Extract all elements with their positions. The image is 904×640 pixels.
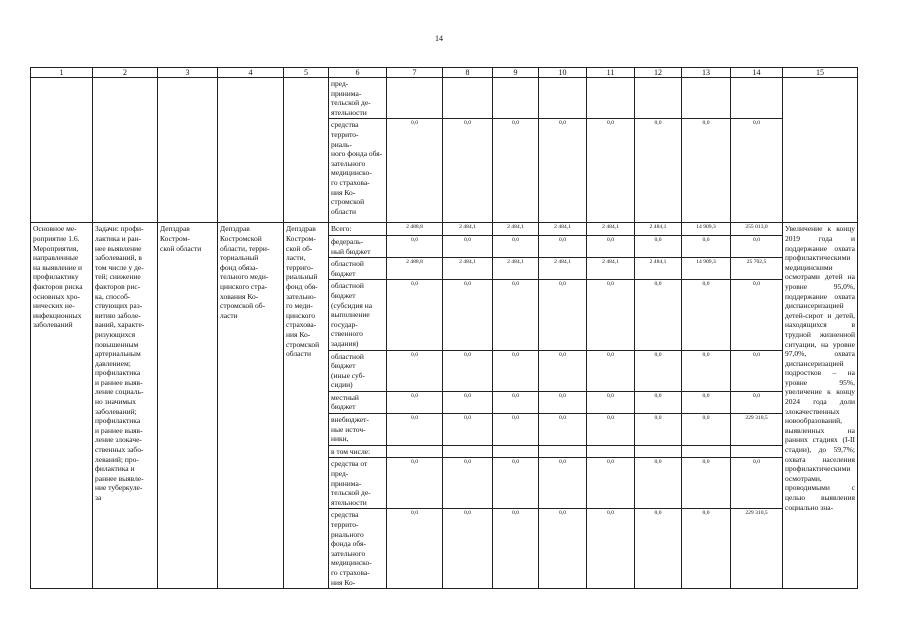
- value-cell: 0,0: [635, 280, 682, 350]
- value-cell: 0,0: [587, 280, 635, 350]
- value-cell: 0,0: [682, 119, 731, 223]
- value-cell: 0,0: [387, 235, 443, 257]
- value-cell: 14 909,3: [682, 258, 731, 280]
- value-cell: 0,0: [635, 458, 682, 509]
- value-cell: 0,0: [731, 280, 783, 350]
- value-cell: 0,0: [387, 458, 443, 509]
- value-cell: 0,0: [539, 350, 587, 391]
- value-cell: 0,0: [493, 458, 539, 509]
- value-cell: 0,0: [493, 350, 539, 391]
- value-cell: 0,0: [635, 391, 682, 413]
- table-row: [31, 223, 858, 236]
- value-cell: 0,0: [387, 414, 443, 446]
- column-number: 9: [493, 68, 539, 78]
- value-cell: 0,0: [539, 509, 587, 589]
- value-cell: 0,0: [587, 119, 635, 223]
- value-cell: 0,0: [635, 119, 682, 223]
- value-cell: 0,0: [682, 280, 731, 350]
- column-number: 11: [587, 68, 635, 78]
- value-cell: 0,0: [539, 391, 587, 413]
- value-cell: 0,0: [387, 509, 443, 589]
- value-cell: 0,0: [587, 458, 635, 509]
- value-cell: [635, 78, 682, 119]
- value-cell: 0,0: [587, 391, 635, 413]
- column-number-row: [31, 68, 858, 78]
- value-cell: 0,0: [635, 350, 682, 391]
- empty-cell: [93, 78, 158, 223]
- value-cell: [387, 78, 443, 119]
- value-cell: 0,0: [635, 509, 682, 589]
- page-number: 14: [435, 34, 443, 43]
- column-number: 1: [31, 68, 93, 78]
- funding-source-label: федераль- ный бюджет: [329, 235, 387, 257]
- value-cell: 2 484,1: [539, 258, 587, 280]
- value-cell: 0,0: [682, 509, 731, 589]
- value-cell: 0,0: [539, 458, 587, 509]
- responsible-executor: Депздрав Костром- ской области: [158, 223, 218, 589]
- value-cell: 2 484,1: [443, 258, 493, 280]
- value-cell: [731, 78, 783, 119]
- column-number: 14: [731, 68, 783, 78]
- value-cell: 0,0: [493, 280, 539, 350]
- value-cell: 229 310,5: [731, 509, 783, 589]
- value-cell: 0,0: [682, 350, 731, 391]
- empty-cell: [284, 78, 329, 223]
- value-cell: [731, 445, 783, 458]
- value-cell: 2 484,1: [443, 223, 493, 236]
- value-cell: 255 013,0: [731, 223, 783, 236]
- value-cell: 0,0: [587, 235, 635, 257]
- value-cell: 2 484,1: [493, 258, 539, 280]
- co-executors: Депздрав Костромской области, терри- ториальный фонд обяза- тельного меди- цинского стра- хования Ко- стромской об- ласти: [218, 223, 284, 589]
- value-cell: 0,0: [587, 414, 635, 446]
- funding-source-label: пред- принима- тельской де- ятельности: [329, 78, 387, 119]
- expected-result: Увеличение к концу 2019 года и поддержание охвата профилактическими медицинскими осмотрами детей на уровне 95,0%, поддержание охвата диспансеризацией детей-сирот и детей, находящихся в трудной жизненной ситуации, на уровне 97,0%, охвата диспансеризацией подростков – на уровне 95%, увеличение к концу 2024 года доли злокачественных новообразований, выявленных на ранних стадиях (I-II стадии), до 59,7%; охвата населения профилактическими осмотрами, проводимыми с целью выявления социально зна-: [783, 223, 858, 589]
- value-cell: 229 310,5: [731, 414, 783, 446]
- column-number: 8: [443, 68, 493, 78]
- value-cell: [493, 445, 539, 458]
- value-cell: 2 484,1: [493, 223, 539, 236]
- value-cell: 0,0: [443, 235, 493, 257]
- funding-source-label: областной бюджет: [329, 258, 387, 280]
- funding-source-label: внебюджет- ные источ- ники,: [329, 414, 387, 446]
- funding-source-label: средства от пред- принима- тельской де- ятельности: [329, 458, 387, 509]
- value-cell: 0,0: [682, 391, 731, 413]
- value-cell: 2 484,1: [539, 223, 587, 236]
- column-number: 7: [387, 68, 443, 78]
- participants: Депздрав Костром- ской об- ласти, терриго- риальный фонд обя- зательно- го меди- цинского страхова- ния Ко- стромской области: [284, 223, 329, 589]
- funding-source-label: местный бюджет: [329, 391, 387, 413]
- value-cell: [682, 78, 731, 119]
- funding-source-label: областной бюджет (субсидия на выполнение государ- ственного задания): [329, 280, 387, 350]
- value-cell: 0,0: [682, 235, 731, 257]
- value-cell: [635, 445, 682, 458]
- funding-source-label: средства террито- риаль- ного фонда обя- зательного медицинско- го страхова- ния Ко- стромской области: [329, 119, 387, 223]
- value-cell: [493, 78, 539, 119]
- value-cell: 0,0: [387, 350, 443, 391]
- empty-cell: [783, 78, 858, 223]
- value-cell: 0,0: [587, 350, 635, 391]
- value-cell: 0,0: [731, 235, 783, 257]
- value-cell: 0,0: [493, 391, 539, 413]
- value-cell: [587, 78, 635, 119]
- value-cell: 0,0: [539, 280, 587, 350]
- value-cell: 0,0: [443, 458, 493, 509]
- value-cell: 0,0: [731, 391, 783, 413]
- empty-cell: [158, 78, 218, 223]
- column-number: 6: [329, 68, 387, 78]
- value-cell: 2 484,1: [635, 223, 682, 236]
- value-cell: 0,0: [731, 458, 783, 509]
- value-cell: 0,0: [493, 509, 539, 589]
- value-cell: 0,0: [635, 414, 682, 446]
- value-cell: 0,0: [731, 350, 783, 391]
- value-cell: 14 909,3: [682, 223, 731, 236]
- funding-source-label: областной бюджет (иные суб- сидии): [329, 350, 387, 391]
- value-cell: 0,0: [682, 458, 731, 509]
- column-number: 5: [284, 68, 329, 78]
- value-cell: [443, 445, 493, 458]
- measure-name: Основное ме- роприятие 1.6. Мероприятия, направленные на выявление и профилактику факторов риска основных хро- нических не- инфекционных заболеваний: [31, 223, 93, 589]
- value-cell: [587, 445, 635, 458]
- measure-tasks: Задачи: профи- лактика и ран- нее выявление заболеваний, в том числе у де- тей; снижение факторов рис- ка, способ- ствующих раз- витию заболе- ваний, характе- ризующихся повышенным артериальным давлением; профилактика и раннее выяв- ление социаль- но значимых заболеваний; профилактика и раннее выяв- ление злокаче- ственных забо- леваний; про- филактика и раннее выявле- ние туберкуле- за: [93, 223, 158, 589]
- column-number: 4: [218, 68, 284, 78]
- value-cell: [539, 78, 587, 119]
- value-cell: 0,0: [387, 280, 443, 350]
- value-cell: 0,0: [443, 350, 493, 391]
- value-cell: 0,0: [387, 119, 443, 223]
- value-cell: 2 488,8: [387, 223, 443, 236]
- value-cell: [443, 78, 493, 119]
- value-cell: 0,0: [443, 391, 493, 413]
- column-number: 13: [682, 68, 731, 78]
- program-table: [30, 67, 858, 589]
- value-cell: 0,0: [493, 235, 539, 257]
- value-cell: 0,0: [443, 414, 493, 446]
- value-cell: 2 484,1: [587, 223, 635, 236]
- value-cell: 0,0: [731, 119, 783, 223]
- value-cell: 2 488,8: [387, 258, 443, 280]
- column-number: 10: [539, 68, 587, 78]
- column-number: 15: [783, 68, 858, 78]
- value-cell: 25 702,5: [731, 258, 783, 280]
- value-cell: 0,0: [635, 235, 682, 257]
- value-cell: 0,0: [587, 509, 635, 589]
- value-cell: 0,0: [682, 414, 731, 446]
- funding-source-label: средства террито- риального фонда обя- зательного медицинско- го страхова- ния Ко-: [329, 509, 387, 589]
- value-cell: 2 484,1: [587, 258, 635, 280]
- value-cell: 0,0: [387, 391, 443, 413]
- value-cell: 0,0: [443, 280, 493, 350]
- funding-source-label: Всего:: [329, 223, 387, 236]
- value-cell: [387, 445, 443, 458]
- value-cell: 0,0: [493, 119, 539, 223]
- value-cell: 0,0: [443, 509, 493, 589]
- table-row: [31, 78, 858, 119]
- value-cell: [682, 445, 731, 458]
- empty-cell: [31, 78, 93, 223]
- empty-cell: [218, 78, 284, 223]
- value-cell: 2 484,1: [635, 258, 682, 280]
- value-cell: 0,0: [443, 119, 493, 223]
- value-cell: 0,0: [539, 119, 587, 223]
- funding-source-label: в том числе:: [329, 445, 387, 458]
- column-number: 12: [635, 68, 682, 78]
- value-cell: 0,0: [493, 414, 539, 446]
- value-cell: [539, 445, 587, 458]
- value-cell: 0,0: [539, 235, 587, 257]
- column-number: 3: [158, 68, 218, 78]
- value-cell: 0,0: [539, 414, 587, 446]
- column-number: 2: [93, 68, 158, 78]
